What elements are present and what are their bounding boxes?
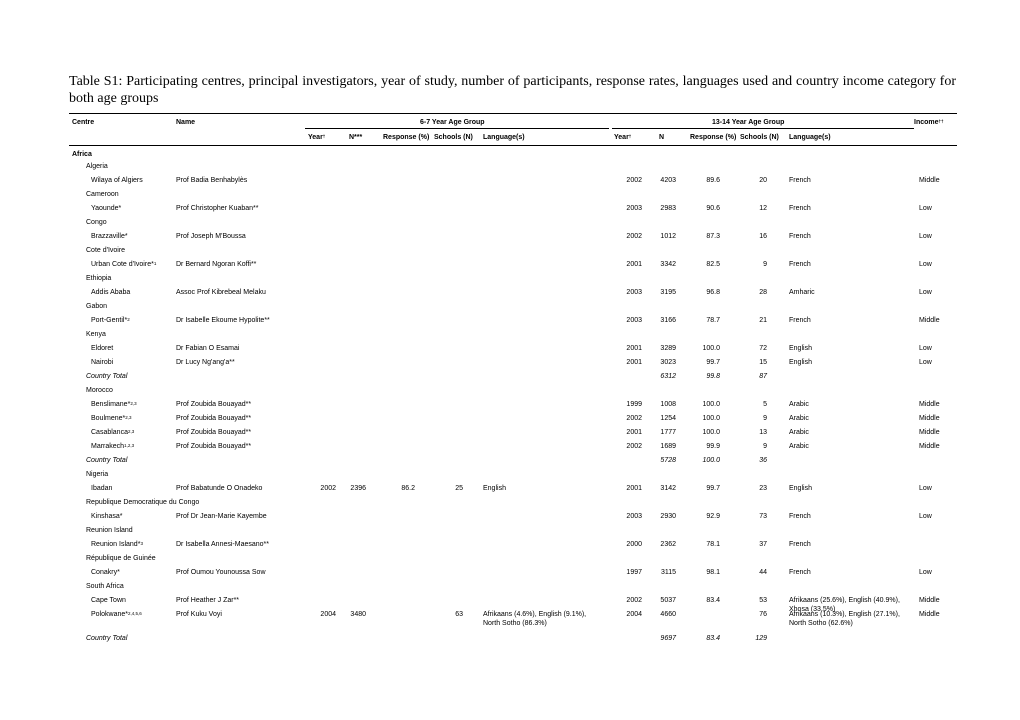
- cell-n2: 1689: [660, 443, 676, 450]
- cell-income: Low: [919, 485, 932, 492]
- country-heading: Algeria: [86, 163, 108, 170]
- centre-label: Reunion Island*: [91, 541, 141, 548]
- investigator-name: Dr Fabian O Esamai: [176, 345, 240, 352]
- country-heading: Ethiopia: [86, 275, 112, 282]
- cell-s2: 53: [759, 597, 767, 604]
- country-heading: Kenya: [86, 331, 106, 338]
- investigator-name: Prof Joseph M'Boussa: [176, 233, 246, 240]
- cell-n2: 3142: [660, 485, 676, 492]
- centre-name: [91, 568, 120, 577]
- cell-income: Middle: [919, 415, 940, 422]
- cell-s2: 9: [763, 261, 767, 268]
- total-n2: 6312: [660, 373, 676, 380]
- investigator-name: Prof Oumou Younoussa Sow: [176, 569, 266, 576]
- centre-label: Boulmene*: [91, 415, 126, 422]
- centre-label: Urban Cote d'Ivoire*: [91, 261, 154, 268]
- centre-superscript: 2,4,5,6: [127, 611, 142, 616]
- investigator-name: Prof Zoubida Bouayad**: [176, 415, 252, 422]
- country-total-label: Country Total: [86, 457, 128, 464]
- top-rule: [69, 113, 957, 114]
- cell-s2: 37: [759, 541, 767, 548]
- centre-superscript: 2,3: [130, 401, 137, 406]
- cell-s2: 72: [759, 345, 767, 352]
- cell-income: Middle: [919, 401, 940, 408]
- centre-name: [91, 288, 130, 297]
- total-n2: 9697: [660, 635, 676, 642]
- cell-n1: 2396: [350, 485, 366, 492]
- country-heading: République de Guinée: [86, 555, 156, 562]
- cell-s2: 5: [763, 401, 767, 408]
- header-group-13-14: 13-14 Year Age Group: [712, 119, 785, 126]
- total-n2: 5728: [660, 457, 676, 464]
- cell-s1: 25: [455, 485, 463, 492]
- investigator-name: Dr Isabelle Ekoume Hypolite**: [176, 317, 270, 324]
- country-heading: Nigeria: [86, 471, 109, 478]
- cell-income: Middle: [919, 177, 940, 184]
- cell-l2: Arabic: [789, 401, 809, 408]
- cell-r2: 89.6: [706, 177, 720, 184]
- country-heading: Congo: [86, 219, 107, 226]
- cell-l2: Amharic: [789, 289, 815, 296]
- cell-y2: 2001: [626, 345, 642, 352]
- investigator-name: Prof Zoubida Bouayad**: [176, 401, 252, 408]
- cell-r2: 82.5: [706, 261, 720, 268]
- header-year-1: Year†: [308, 134, 326, 141]
- cell-l2: English: [789, 359, 812, 366]
- centre-name: [91, 176, 143, 185]
- cell-l2: Afrikaans (10.3%), English (27.1%), North Sotho (62.6%): [789, 611, 900, 627]
- centre-name: [91, 260, 156, 269]
- header-response-1: Response (%): [383, 134, 430, 141]
- cell-r2: 78.7: [706, 317, 720, 324]
- cell-l2: Arabic: [789, 429, 809, 436]
- investigator-name: Prof Heather J Zar**: [176, 597, 240, 604]
- cell-n2: 3166: [660, 317, 676, 324]
- cell-r2: 99.7: [706, 485, 720, 492]
- cell-r2: 98.1: [706, 569, 720, 576]
- centre-name: [91, 344, 113, 353]
- cell-l2: Arabic: [789, 415, 809, 422]
- cell-r2: 99.7: [706, 359, 720, 366]
- centre-name: [91, 316, 130, 325]
- cell-l2: French: [789, 233, 811, 240]
- country-heading: Morocco: [86, 387, 113, 394]
- cell-income: Low: [919, 513, 932, 520]
- country-heading: South Africa: [86, 583, 124, 590]
- cell-n2: 5037: [660, 597, 676, 604]
- investigator-name: Prof Dr Jean-Marie Kayembe: [176, 513, 267, 520]
- header-group-6-7: 6-7 Year Age Group: [420, 119, 485, 126]
- cell-n2: 1008: [660, 401, 676, 408]
- cell-s2: 76: [759, 611, 767, 618]
- cell-r2: 83.4: [706, 597, 720, 604]
- country-heading: Republique Democratique du Congo: [86, 499, 200, 506]
- header-language-2: Language(s): [789, 134, 831, 141]
- centre-name: [91, 484, 112, 493]
- cell-y2: 2004: [626, 611, 642, 618]
- centre-name: [91, 204, 121, 213]
- cell-l2: English: [789, 485, 812, 492]
- centre-name: [91, 512, 123, 521]
- header-schools-2: Schools (N): [740, 134, 779, 141]
- cell-y2: 2002: [626, 177, 642, 184]
- centre-label: Yaounde*: [91, 205, 122, 212]
- cell-income: Low: [919, 359, 932, 366]
- centre-label: Kinshasa*: [91, 513, 123, 520]
- investigator-name: Prof Zoubida Bouayad**: [176, 443, 252, 450]
- cell-n2: 4203: [660, 177, 676, 184]
- centre-label: Nairobi: [91, 359, 114, 366]
- cell-l2: French: [789, 205, 811, 212]
- investigator-name: Dr Lucy Ng'ang'a**: [176, 359, 235, 366]
- centre-label: Benslimane*: [91, 401, 131, 408]
- investigator-name: Prof Babatunde O Onadeko: [176, 485, 263, 492]
- header-language-1: Language(s): [483, 134, 525, 141]
- centre-name: [91, 414, 132, 423]
- centre-superscript: 2,3: [125, 415, 132, 420]
- cell-y2: 2000: [626, 541, 642, 548]
- cell-y2: 1997: [626, 569, 642, 576]
- cell-n2: 4660: [660, 611, 676, 618]
- cell-income: Low: [919, 261, 932, 268]
- centre-name: [91, 540, 143, 549]
- cell-s2: 15: [759, 359, 767, 366]
- cell-s2: 9: [763, 443, 767, 450]
- region-heading: Africa: [72, 151, 92, 158]
- investigator-name: Dr Bernard Ngoran Koffi**: [176, 261, 257, 268]
- cell-s2: 12: [759, 205, 767, 212]
- cell-y2: 2002: [626, 443, 642, 450]
- cell-r2: 99.9: [706, 443, 720, 450]
- header-year-2: Year†: [614, 134, 632, 141]
- cell-n2: 1012: [660, 233, 676, 240]
- country-total-label: Country Total: [86, 635, 128, 642]
- cell-income: Middle: [919, 429, 940, 436]
- cell-n1: 3480: [350, 611, 366, 618]
- cell-r2: 78.1: [706, 541, 720, 548]
- total-r2: 100.0: [702, 457, 720, 464]
- header-schools-1: Schools (N): [434, 134, 473, 141]
- cell-r2: 90.6: [706, 205, 720, 212]
- investigator-name: Prof Badia Benhabylès: [176, 177, 248, 184]
- centre-superscript: 1: [153, 261, 157, 266]
- table-title: Table S1: Participating centres, principal investigators, year of study, number of participants, response rates, languages used and country income category for both age groups: [69, 74, 956, 106]
- centre-name: [91, 442, 134, 451]
- cell-l2: Afrikaans (25.6%), English (40.9%), Xhosa (33.5%): [789, 597, 900, 613]
- cell-n2: 3342: [660, 261, 676, 268]
- investigator-name: Prof Kuku Voyi: [176, 611, 222, 618]
- cell-r2: 96.8: [706, 289, 720, 296]
- subgroup-rule-2: [612, 128, 914, 129]
- header-income: Income††: [914, 119, 944, 126]
- centre-label: Port-Gentil*: [91, 317, 128, 324]
- centre-label: Cape Town: [91, 597, 126, 604]
- cell-income: Middle: [919, 611, 940, 618]
- cell-s2: 28: [759, 289, 767, 296]
- centre-label: Casablanca: [91, 429, 128, 436]
- centre-name: [91, 596, 126, 605]
- total-r2: 83.4: [706, 635, 720, 642]
- header-response-2: Response (%): [690, 134, 737, 141]
- cell-l2: French: [789, 541, 811, 548]
- header-rule: [69, 145, 957, 146]
- centre-name: [91, 358, 113, 367]
- centre-label: Marrakech: [91, 443, 125, 450]
- cell-r2: 100.0: [702, 345, 720, 352]
- cell-y2: 2003: [626, 317, 642, 324]
- country-heading: Reunion Island: [86, 527, 133, 534]
- centre-label: Conakry*: [91, 569, 120, 576]
- centre-name: [91, 400, 137, 409]
- total-r2: 99.8: [706, 373, 720, 380]
- header-name: Name: [176, 119, 196, 126]
- investigator-name: Assoc Prof Kibrebeal Melaku: [176, 289, 266, 296]
- cell-r2: 92.9: [706, 513, 720, 520]
- centre-label: Eldoret: [91, 345, 114, 352]
- cell-s2: 20: [759, 177, 767, 184]
- cell-l2: Arabic: [789, 443, 809, 450]
- cell-y2: 2001: [626, 261, 642, 268]
- centre-superscript: 3: [140, 541, 143, 546]
- cell-y2: 2002: [626, 233, 642, 240]
- header-centre: Centre: [72, 119, 95, 126]
- cell-y2: 2003: [626, 289, 642, 296]
- centre-label: Polokwane*: [91, 611, 128, 618]
- cell-income: Low: [919, 289, 932, 296]
- country-heading: Cote d'Ivoire: [86, 247, 126, 254]
- cell-s2: 21: [759, 317, 767, 324]
- cell-l1: Afrikaans (4.6%), English (9.1%), North Sotho (86.3%): [483, 611, 587, 627]
- cell-income: Middle: [919, 443, 940, 450]
- cell-s2: 23: [759, 485, 767, 492]
- cell-y2: 2001: [626, 359, 642, 366]
- centre-superscript: 1,2,3: [124, 443, 135, 448]
- cell-n2: 3023: [660, 359, 676, 366]
- cell-income: Middle: [919, 317, 940, 324]
- centre-label: Wilaya of Algiers: [91, 177, 143, 184]
- cell-y2: 2002: [626, 597, 642, 604]
- cell-y2: 2003: [626, 513, 642, 520]
- cell-l2: French: [789, 261, 811, 268]
- cell-income: Low: [919, 205, 932, 212]
- centre-superscript: 2,3: [127, 429, 135, 434]
- cell-n2: 2930: [660, 513, 676, 520]
- total-s2: 87: [759, 373, 767, 380]
- cell-n2: 2362: [660, 541, 676, 548]
- cell-s2: 13: [759, 429, 767, 436]
- investigator-name: Prof Zoubida Bouayad**: [176, 429, 252, 436]
- cell-r2: 100.0: [702, 415, 720, 422]
- cell-y2: 1999: [626, 401, 642, 408]
- cell-r1: 86.2: [401, 485, 415, 492]
- cell-y2: 2003: [626, 205, 642, 212]
- cell-l1: English: [483, 485, 506, 492]
- cell-y1: 2002: [320, 485, 336, 492]
- centre-name: [91, 428, 134, 437]
- country-heading: Cameroon: [86, 191, 119, 198]
- country-total-label: Country Total: [86, 373, 128, 380]
- centre-label: Brazzaville*: [91, 233, 128, 240]
- cell-s2: 44: [759, 569, 767, 576]
- cell-y2: 2002: [626, 415, 642, 422]
- header-n-1: N***: [349, 134, 363, 141]
- cell-income: Low: [919, 569, 932, 576]
- investigator-name: Dr Isabella Annesi-Maesano**: [176, 541, 269, 548]
- cell-n2: 3289: [660, 345, 676, 352]
- cell-n2: 3195: [660, 289, 676, 296]
- cell-n2: 2983: [660, 205, 676, 212]
- cell-l2: French: [789, 513, 811, 520]
- cell-income: Low: [919, 233, 932, 240]
- subgroup-rule-1: [305, 128, 609, 129]
- cell-l2: French: [789, 317, 811, 324]
- cell-l2: English: [789, 345, 812, 352]
- centre-name: [91, 232, 128, 241]
- header-n-2: N: [659, 134, 665, 141]
- cell-income: Middle: [919, 597, 940, 604]
- investigator-name: Prof Christopher Kuaban**: [176, 205, 259, 212]
- cell-l2: French: [789, 177, 811, 184]
- cell-y2: 2001: [626, 485, 642, 492]
- cell-r2: 87.3: [706, 233, 720, 240]
- total-s2: 36: [759, 457, 767, 464]
- cell-y2: 2001: [626, 429, 642, 436]
- cell-n2: 3115: [660, 569, 676, 576]
- centre-superscript: 2: [127, 317, 130, 322]
- centre-name: [91, 610, 142, 619]
- total-s2: 129: [755, 635, 767, 642]
- centre-label: Ibadan: [91, 485, 113, 492]
- cell-n2: 1254: [660, 415, 676, 422]
- cell-s1: 63: [455, 611, 463, 618]
- cell-income: Low: [919, 345, 932, 352]
- cell-y1: 2004: [320, 611, 336, 618]
- cell-s2: 16: [759, 233, 767, 240]
- cell-n2: 1777: [660, 429, 676, 436]
- centre-label: Addis Ababa: [91, 289, 131, 296]
- cell-r2: 100.0: [702, 401, 720, 408]
- cell-s2: 9: [763, 415, 767, 422]
- cell-l2: French: [789, 569, 811, 576]
- cell-s2: 73: [759, 513, 767, 520]
- cell-r2: 100.0: [702, 429, 720, 436]
- country-heading: Gabon: [86, 303, 108, 310]
